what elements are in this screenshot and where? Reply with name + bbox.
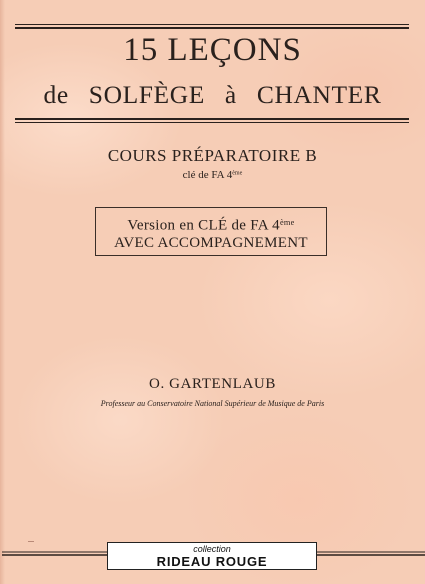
version-line-1-text: Version en CLÉ de FA 4 <box>127 217 280 234</box>
clef-superscript: ème <box>232 170 243 177</box>
title-word-chanter: CHANTER <box>256 80 382 109</box>
middle-rule-thin <box>15 122 409 123</box>
course-title: COURS PRÉPARATOIRE B <box>107 146 318 165</box>
title-word-a: à <box>224 80 237 109</box>
version-box <box>95 207 327 256</box>
top-rule-thick <box>15 27 409 29</box>
version-line-1 <box>96 214 326 235</box>
author-title: Professeur au Conservatoire National Supérieur de Musique de Paris <box>100 399 325 408</box>
author-name: O. GARTENLAUB <box>149 376 276 392</box>
top-rule-thin <box>15 24 409 25</box>
version-line-2: AVEC ACCOMPAGNEMENT <box>114 234 308 251</box>
clef-line <box>0 170 425 181</box>
collection-name: RIDEAU ROUGE <box>156 554 268 569</box>
clef-text: clé de FA 4 <box>182 169 233 181</box>
title-line-2 <box>0 82 425 108</box>
version-superscript: ème <box>279 218 295 227</box>
title-word-solfege: SOLFÈGE <box>88 80 205 109</box>
small-mark <box>28 541 34 542</box>
collection-logo <box>107 542 317 570</box>
collection-label: collection <box>193 544 231 554</box>
middle-rule-thick <box>15 118 409 120</box>
title-line-1: 15 LEÇONS <box>123 32 302 68</box>
title-word-de: de <box>43 80 69 109</box>
